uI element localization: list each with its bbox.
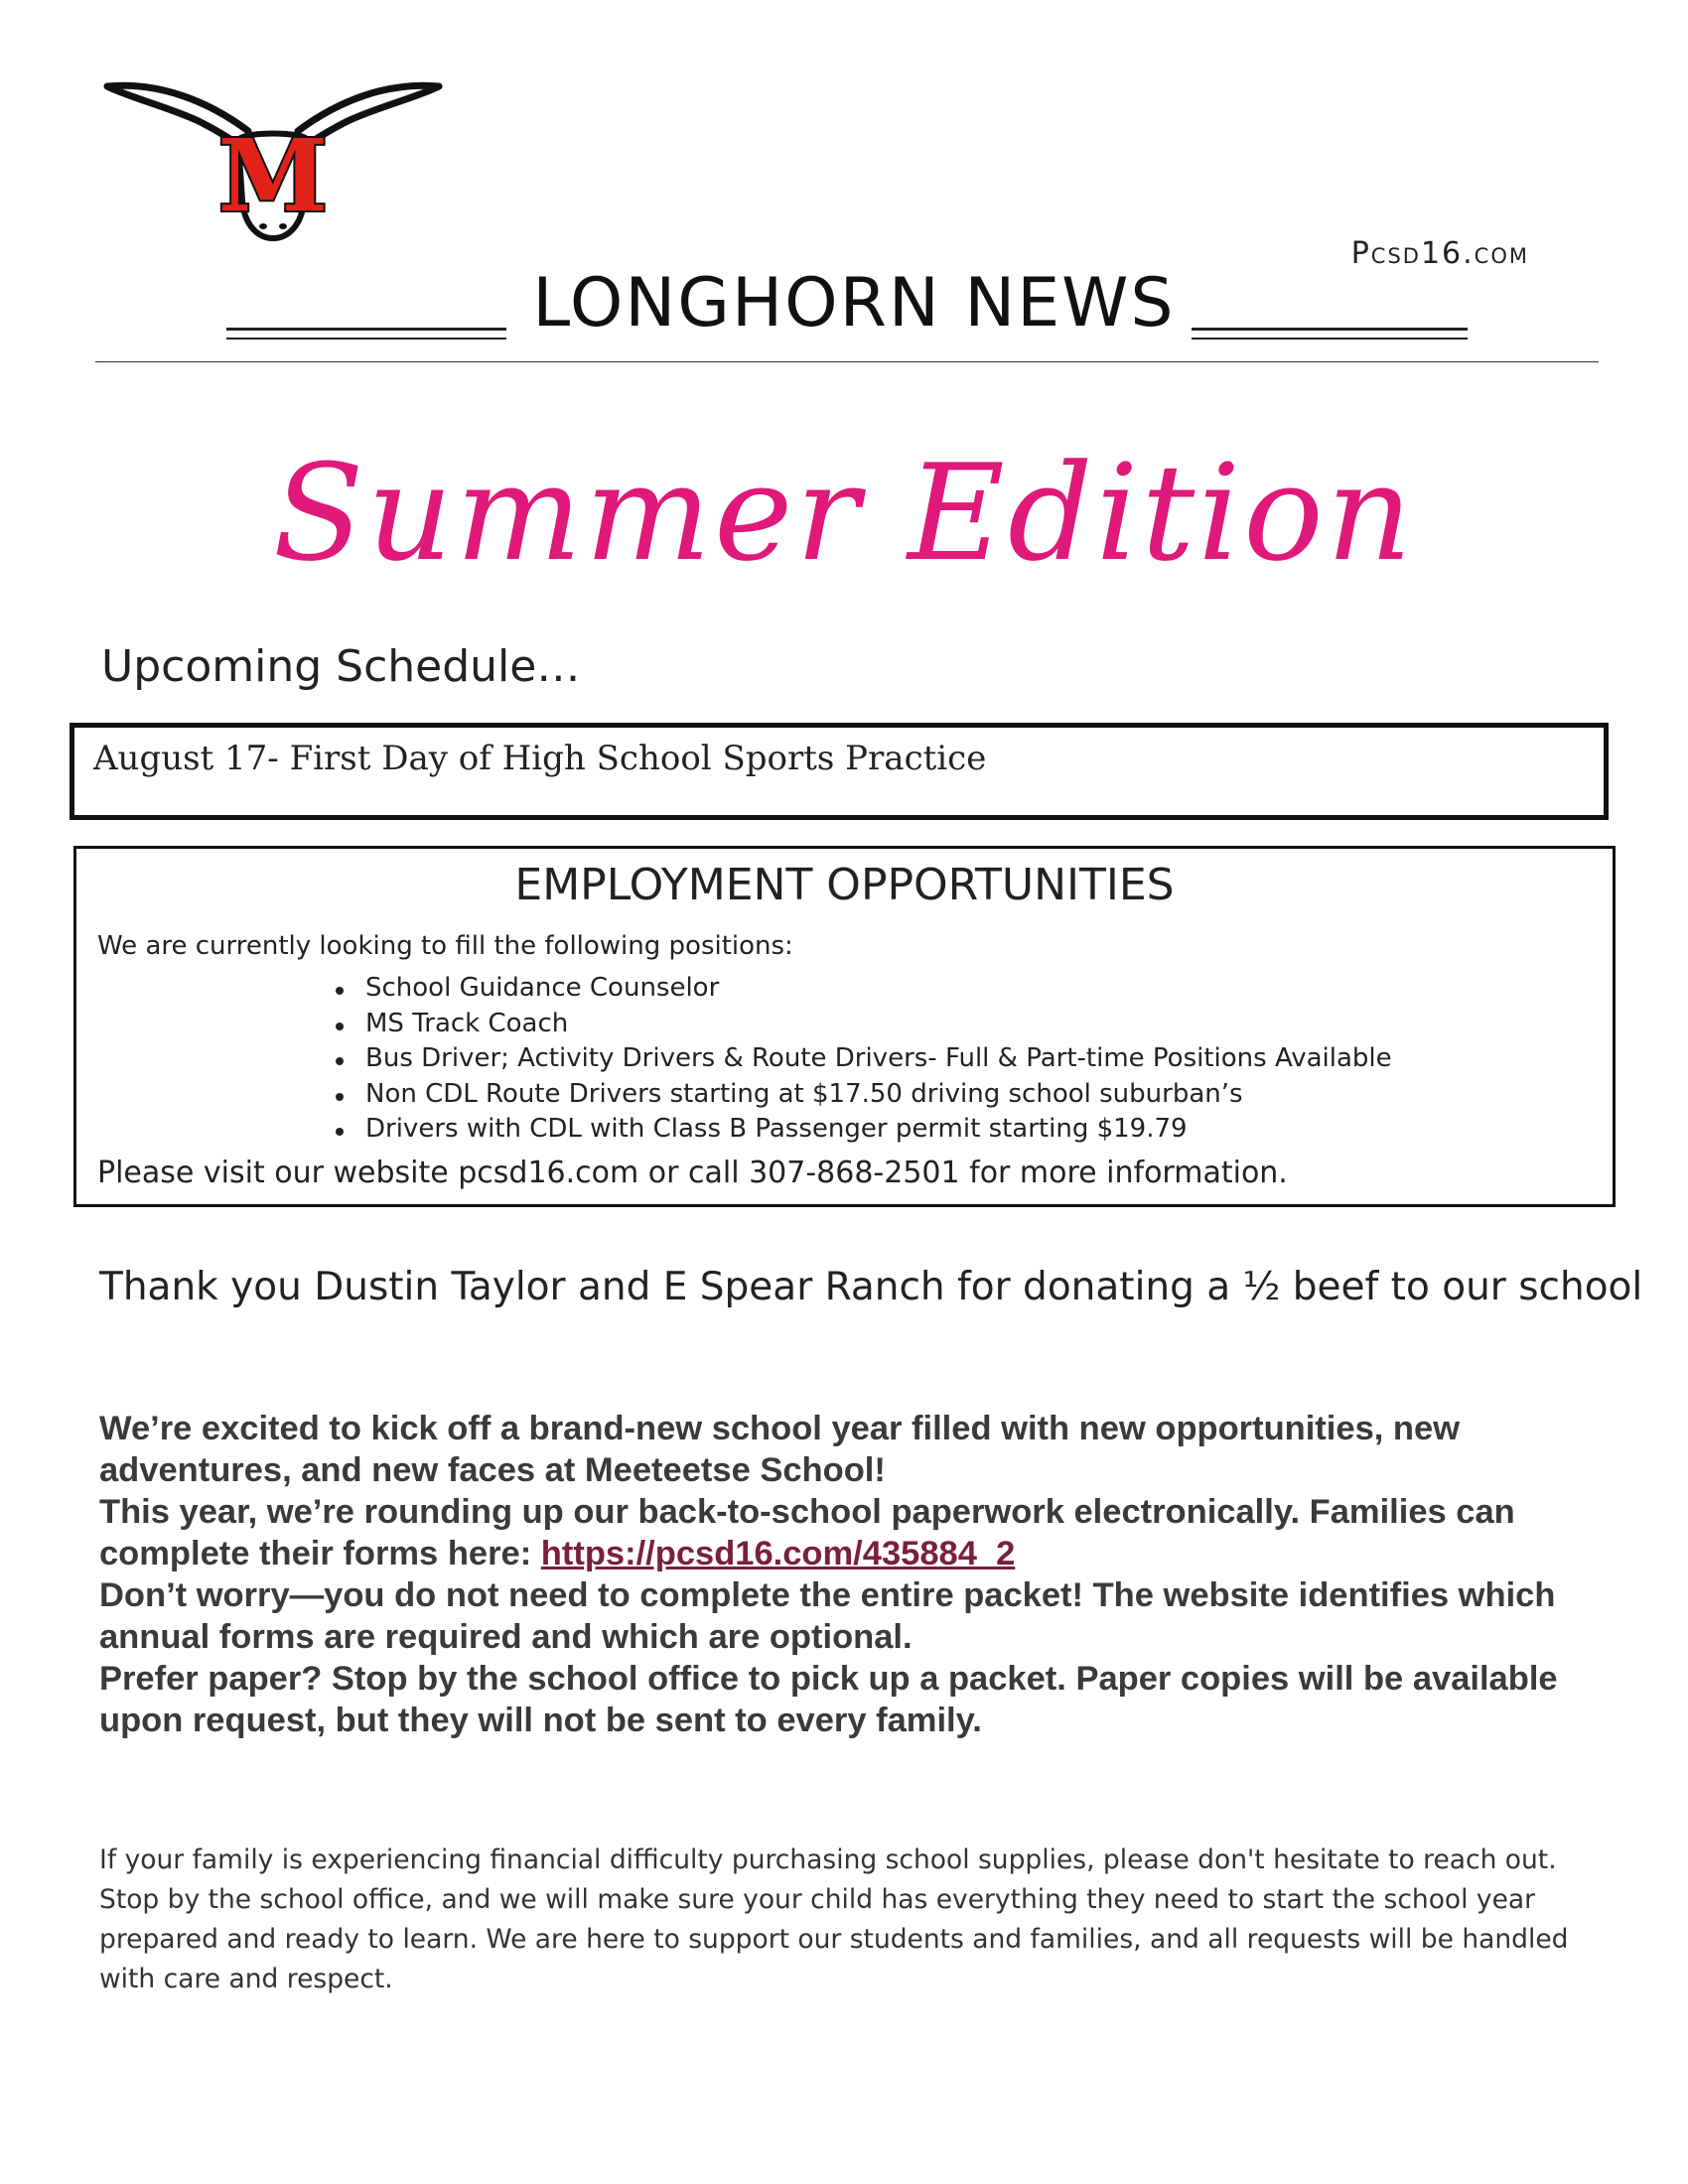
header-divider <box>95 361 1599 362</box>
site-url: Pcsd16.com <box>1350 236 1529 271</box>
announcement-forms-text: This year, we’re rounding up our back-to-school paperwork electronically. Families can complete their forms here: <box>99 1493 1515 1572</box>
masthead-title: LONGHORN NEWS <box>532 264 1176 342</box>
masthead-rule-left-secondary <box>226 338 506 340</box>
financial-assistance-note: If your family is experiencing financial difficulty purchasing school supplies, please don't hesitate to reach out. Stop by the school office, and we will make sure your child has everything they need to start the school year prepared and ready to learn. We are here to support our students and families, and all requests will be handled with care and respect. <box>99 1844 1569 1994</box>
position-item: Bus Driver; Activity Drivers & Route Drivers- Full & Part-time Positions Available <box>334 1041 1392 1077</box>
schedule-heading: Upcoming Schedule… <box>101 641 581 692</box>
thank-you-note: Thank you Dustin Taylor and E Spear Ranch for donating a ½ beef to our school <box>99 1265 1643 1309</box>
masthead-rule-right <box>1192 328 1468 331</box>
schedule-item: August 17- First Day of High School Sports Practice <box>93 739 987 778</box>
logo-letter: M <box>217 117 329 234</box>
edition-title: Summer Edition <box>272 436 1416 591</box>
position-item: MS Track Coach <box>334 1007 1392 1042</box>
announcement-line: Prefer paper? Stop by the school office to pick up a packet. Paper copies will be available upon request, but they will not be sent to every family. <box>99 1660 1558 1739</box>
positions-list <box>334 971 1392 1148</box>
longhorn-logo <box>99 62 447 245</box>
back-to-school-announcement <box>99 1408 1618 1741</box>
position-item: Non CDL Route Drivers starting at $17.50 driving school suburban’s <box>334 1077 1392 1113</box>
position-item: School Guidance Counselor <box>334 971 1392 1007</box>
announcement-line: Don’t worry—you do not need to complete the entire packet! The website identifies which annual forms are required and which are optional. <box>99 1576 1556 1656</box>
position-item: Drivers with CDL with Class B Passenger permit starting $19.79 <box>334 1112 1392 1148</box>
announcement-line <box>99 1491 1618 1574</box>
forms-link[interactable]: https://pcsd16.com/435884_2 <box>540 1535 1016 1572</box>
employment-contact: Please visit our website pcsd16.com or call 307-868-2501 for more information. <box>97 1156 1288 1190</box>
employment-intro: We are currently looking to fill the following positions: <box>97 931 793 961</box>
announcement-line: We’re excited to kick off a brand-new school year filled with new opportunities, new adventures, and new faces at Meeteetse School! <box>99 1410 1461 1489</box>
masthead-rule-left <box>226 328 506 331</box>
masthead-rule-right-secondary <box>1192 338 1468 340</box>
employment-title: EMPLOYMENT OPPORTUNITIES <box>514 860 1175 910</box>
